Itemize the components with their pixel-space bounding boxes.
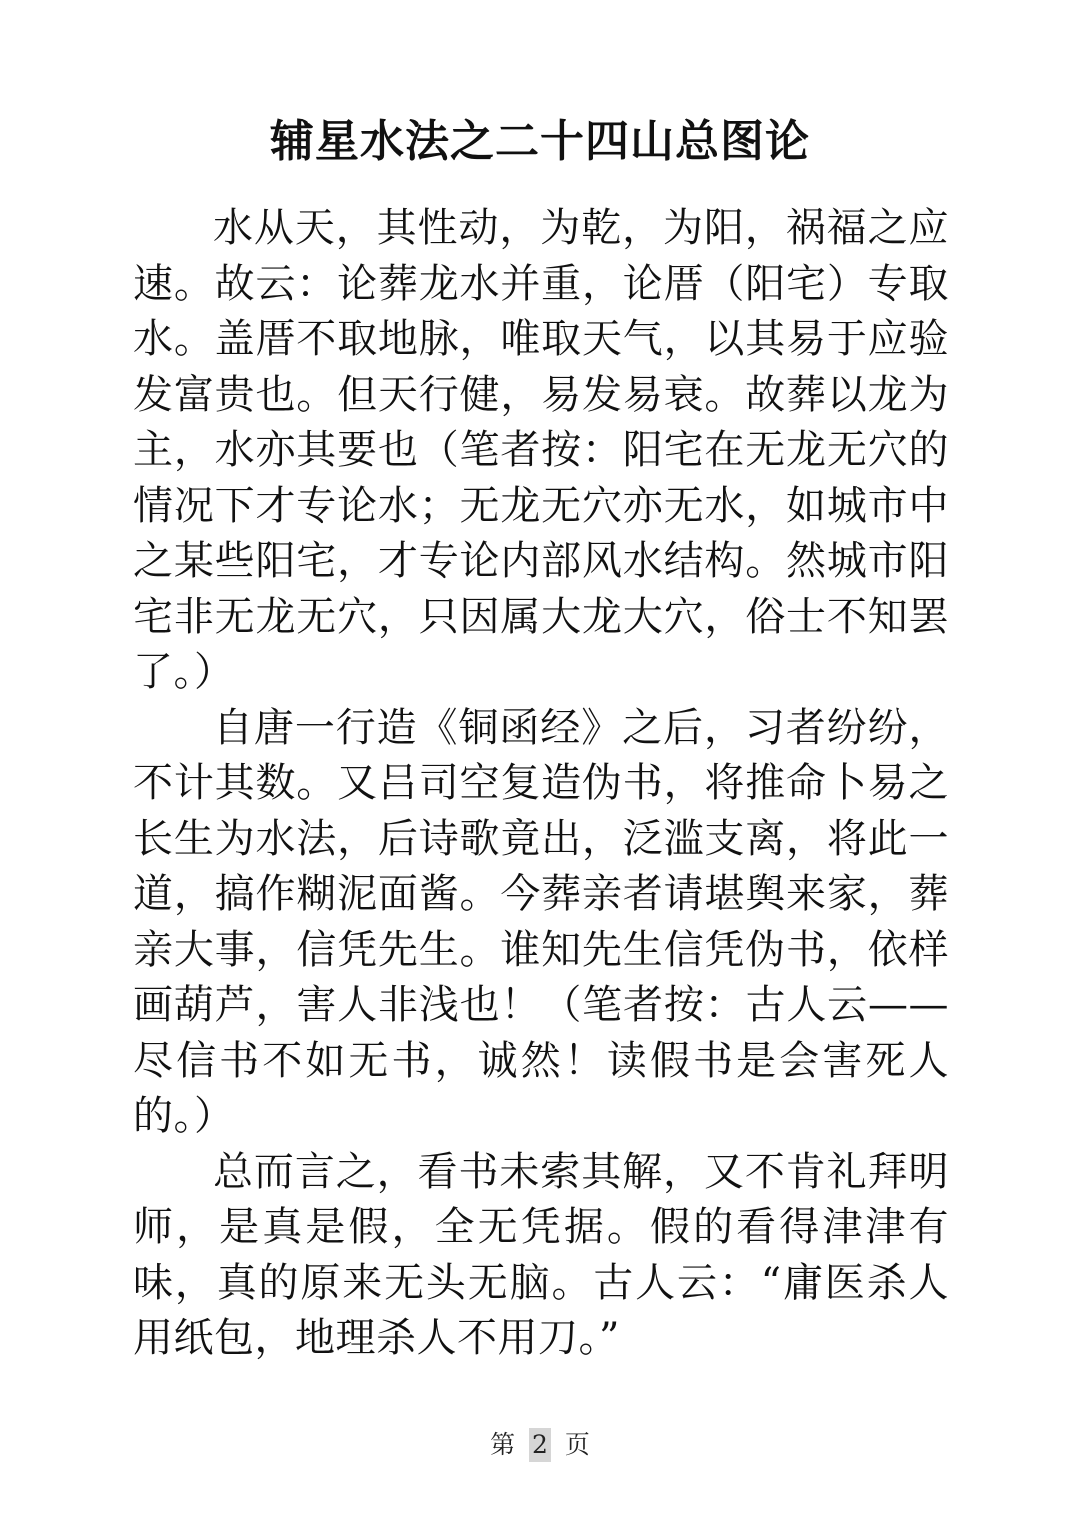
paragraph-3: 总而言之，看书未索其解，又不肯礼拜明师，是真是假，全无凭据。假的看得津津有味，真的原来无头无脑。古人云：“庸医杀人用纸包，地理杀人不用刀。” xyxy=(133,1148,949,1361)
page-label-suffix: 页 xyxy=(564,1430,590,1459)
page-number: 2 xyxy=(529,1428,551,1462)
page-title: 辅星水法之二十四山总图论 xyxy=(270,116,810,167)
page-label-prefix: 第 xyxy=(490,1430,516,1459)
page-footer xyxy=(0,1428,1080,1462)
paragraph-1: 水从天，其性动，为乾，为阳，祸福之应速。故云：论葬龙水并重，论厝（阳宅）专取水。盖厝不取地脉，唯取天气，以其易于应验发富贵也。但天行健，易发易衰。故葬以龙为主，水亦其要也（笔者按：阳宅在无龙无穴的情况下才专论水；无龙无穴亦无水，如城市中之某些阳宅，才专论内部风水结构。然城市阳宅非无龙无穴，只因属大龙大穴，俗士不知罢了。） xyxy=(133,205,949,695)
paragraph-2: 自唐一行造《铜函经》之后，习者纷纷，不计其数。又吕司空复造伪书，将推命卜易之长生为水法，后诗歌竟出，泛滥支离，将此一道，搞作糊泥面酱。今葬亲者请堪舆来家，葬亲大事，信凭先生。谁知先生信凭伪书，依样画葫芦，害人非浅也！（笔者按：古人云——尽信书不如无书，诚然！读假书是会害死人的。） xyxy=(133,704,949,1139)
body-text xyxy=(133,201,949,1367)
